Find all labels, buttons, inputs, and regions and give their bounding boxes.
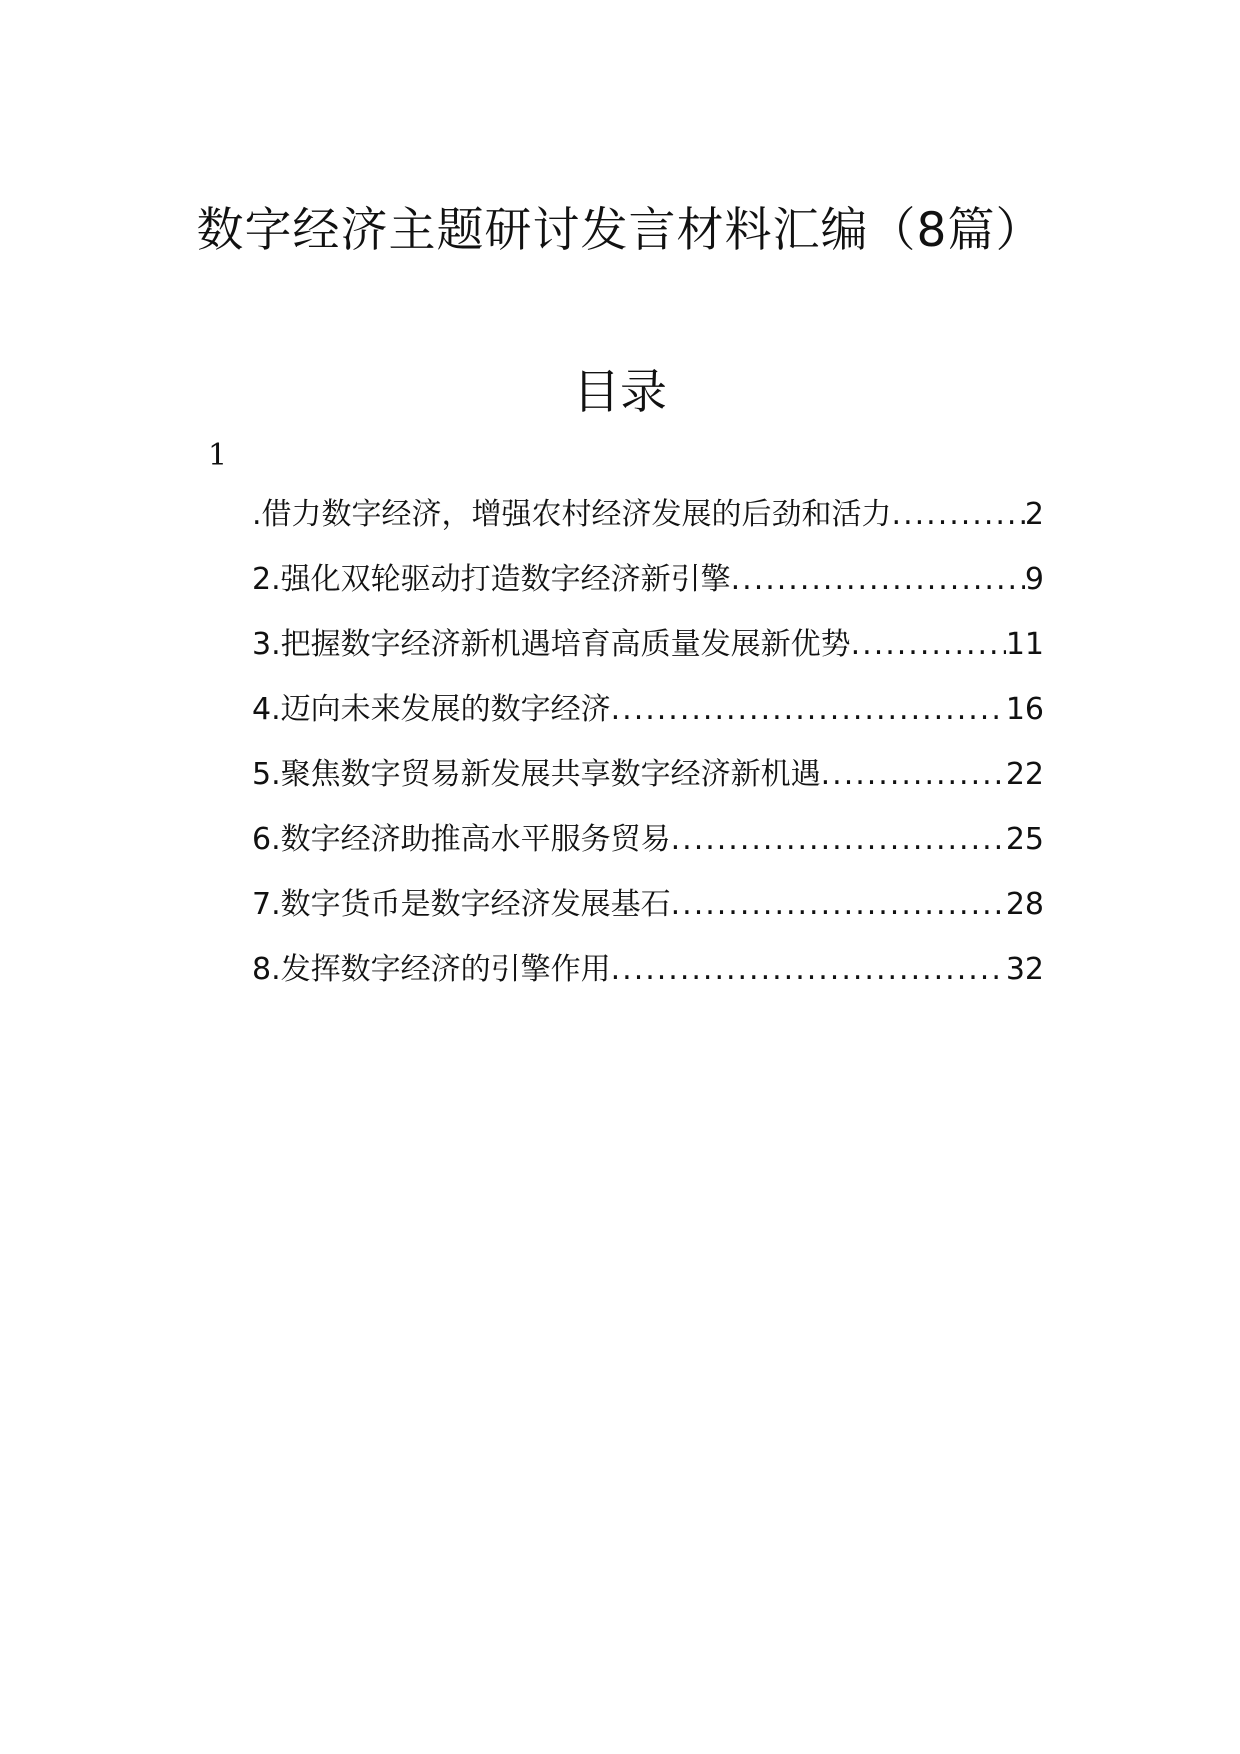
toc-entry-title: .借力数字经济，增强农村经济发展的后劲和活力 xyxy=(252,497,892,532)
toc-entry[interactable] xyxy=(252,880,1044,945)
toc-entry-page-number: 9 xyxy=(1024,562,1044,597)
toc-entry[interactable] xyxy=(252,750,1044,815)
toc-entry-title: 7.数字货币是数字经济发展基石 xyxy=(252,887,671,922)
toc-dot-leader xyxy=(821,750,1006,800)
toc-dot-leader xyxy=(671,880,1006,930)
table-of-contents xyxy=(252,490,1044,1010)
toc-entry-page-number: 2 xyxy=(1024,497,1044,532)
toc-entry-page-number: 22 xyxy=(1005,757,1044,792)
toc-dot-leader xyxy=(611,945,1006,995)
toc-entry[interactable] xyxy=(252,490,1044,555)
toc-dot-leader xyxy=(611,685,1006,735)
toc-entry[interactable] xyxy=(252,555,1044,620)
toc-entry-title: 8.发挥数字经济的引擎作用 xyxy=(252,952,611,987)
toc-entry-page-number: 11 xyxy=(1005,627,1044,662)
toc-entry[interactable] xyxy=(252,620,1044,685)
toc-dot-leader xyxy=(731,555,1025,605)
toc-entry-page-number: 32 xyxy=(1005,952,1044,987)
toc-dot-leader xyxy=(892,490,1025,540)
toc-entry[interactable] xyxy=(252,815,1044,880)
toc-entry-page-number: 16 xyxy=(1005,692,1044,727)
toc-entry[interactable] xyxy=(252,945,1044,1010)
toc-heading: 目录 xyxy=(573,365,667,420)
toc-entry-title: 4.迈向未来发展的数字经济 xyxy=(252,692,611,727)
toc-entry-title: 3.把握数字经济新机遇培育高质量发展新优势 xyxy=(252,627,851,662)
toc-entry-page-number: 28 xyxy=(1005,887,1044,922)
toc-entry-title: 5.聚焦数字贸易新发展共享数字经济新机遇 xyxy=(252,757,821,792)
toc-entry-title: 6.数字经济助推高水平服务贸易 xyxy=(252,822,671,857)
stray-item-number: 1 xyxy=(208,438,228,473)
toc-entry-page-number: 25 xyxy=(1005,822,1044,857)
toc-dot-leader xyxy=(671,815,1006,865)
document-title: 数字经济主题研讨发言材料汇编（8篇） xyxy=(196,203,1044,258)
toc-dot-leader xyxy=(851,620,1006,670)
toc-entry[interactable] xyxy=(252,685,1044,750)
toc-entry-title: 2.强化双轮驱动打造数字经济新引擎 xyxy=(252,562,731,597)
